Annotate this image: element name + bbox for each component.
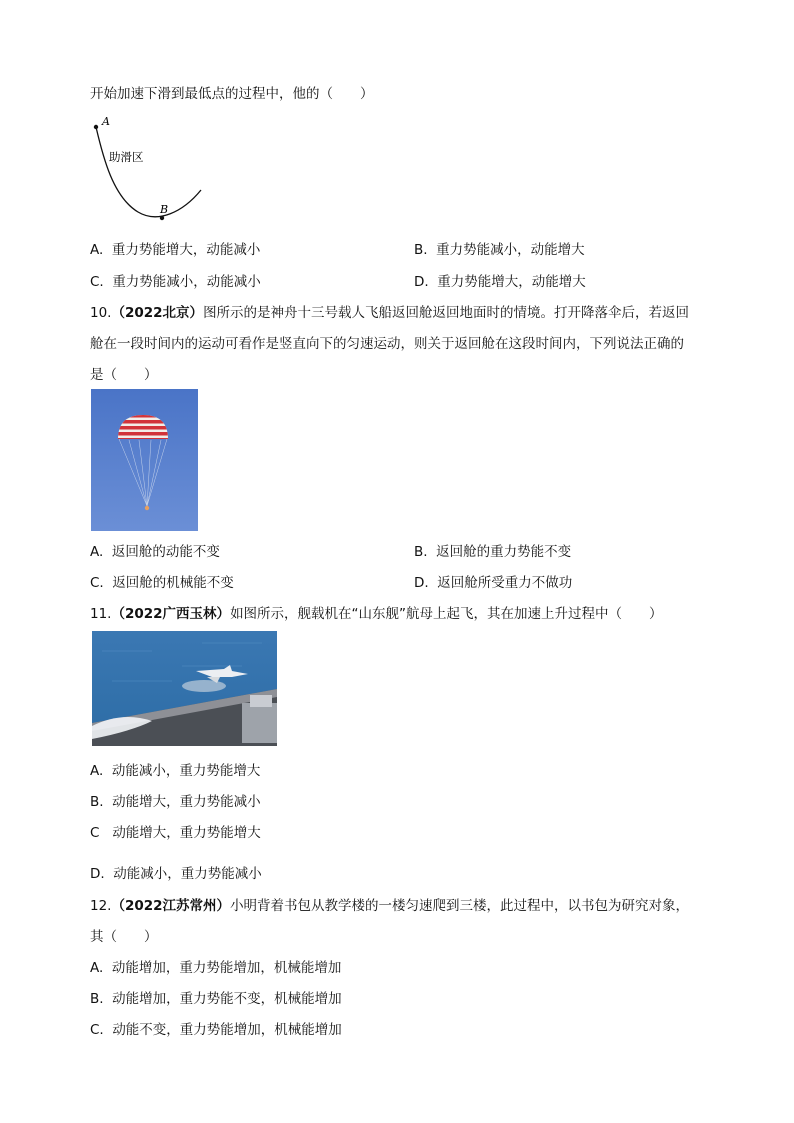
q9-option-b: B. 重力势能减小，动能增大 xyxy=(414,242,585,258)
q10-option-b: B. 返回舱的重力势能不变 xyxy=(414,544,572,560)
zone-label: 助滑区 xyxy=(109,150,144,164)
q11-option-b: B. 动能增大，重力势能减小 xyxy=(90,794,261,810)
q12-option-a: A. 动能增加，重力势能增加，机械能增加 xyxy=(90,960,342,976)
q9-option-c: C. 重力势能减小，动能减小 xyxy=(90,274,261,290)
q10-option-a: A. 返回舱的动能不变 xyxy=(90,544,220,560)
parachute-photo xyxy=(91,389,198,531)
q10-line1: 10.（2022北京）图所示的是神舟十三号载人飞船返回舱返回地面时的情境。打开降落伞后，若返回 xyxy=(90,305,690,321)
q11-line1: 11.（2022广西玉林）如图所示，舰载机在“山东舰”航母上起飞，其在加速上升过程中（ ） xyxy=(90,606,663,622)
q9-option-d: D. 重力势能增大，动能增大 xyxy=(414,274,586,290)
q10-option-c: C. 返回舱的机械能不变 xyxy=(90,575,234,591)
q12-option-b: B. 动能增加，重力势能不变，机械能增加 xyxy=(90,991,342,1007)
q10-line3: 是（ ） xyxy=(90,367,158,383)
q12-option-c: C. 动能不变，重力势能增加，机械能增加 xyxy=(90,1022,342,1038)
aircraft-carrier-photo xyxy=(92,631,277,746)
q10-option-d: D. 返回舱所受重力不做功 xyxy=(414,575,573,591)
q9-stem-tail: 开始加速下滑到最低点的过程中，他的（ ） xyxy=(90,86,374,102)
ski-slope-diagram xyxy=(88,112,208,224)
q11-option-d: D. 动能减小，重力势能减小 xyxy=(90,866,262,882)
q12-line2: 其（ ） xyxy=(90,929,158,945)
q12-line1: 12.（2022江苏常州）小明背着书包从教学楼的一楼匀速爬到三楼，此过程中，以书包为研究对象， xyxy=(90,898,690,914)
q11-option-a: A. 动能减小，重力势能增大 xyxy=(90,763,261,779)
point-a-label: A xyxy=(102,115,110,128)
q9-option-a: A. 重力势能增大，动能减小 xyxy=(90,242,261,258)
point-b-label: B xyxy=(160,203,169,216)
q11-option-c: C 动能增大，重力势能增大 xyxy=(90,825,261,841)
q10-line2: 舱在一段时间内的运动可看作是竖直向下的匀速运动，则关于返回舱在这段时间内，下列说法正确的 xyxy=(90,336,684,352)
